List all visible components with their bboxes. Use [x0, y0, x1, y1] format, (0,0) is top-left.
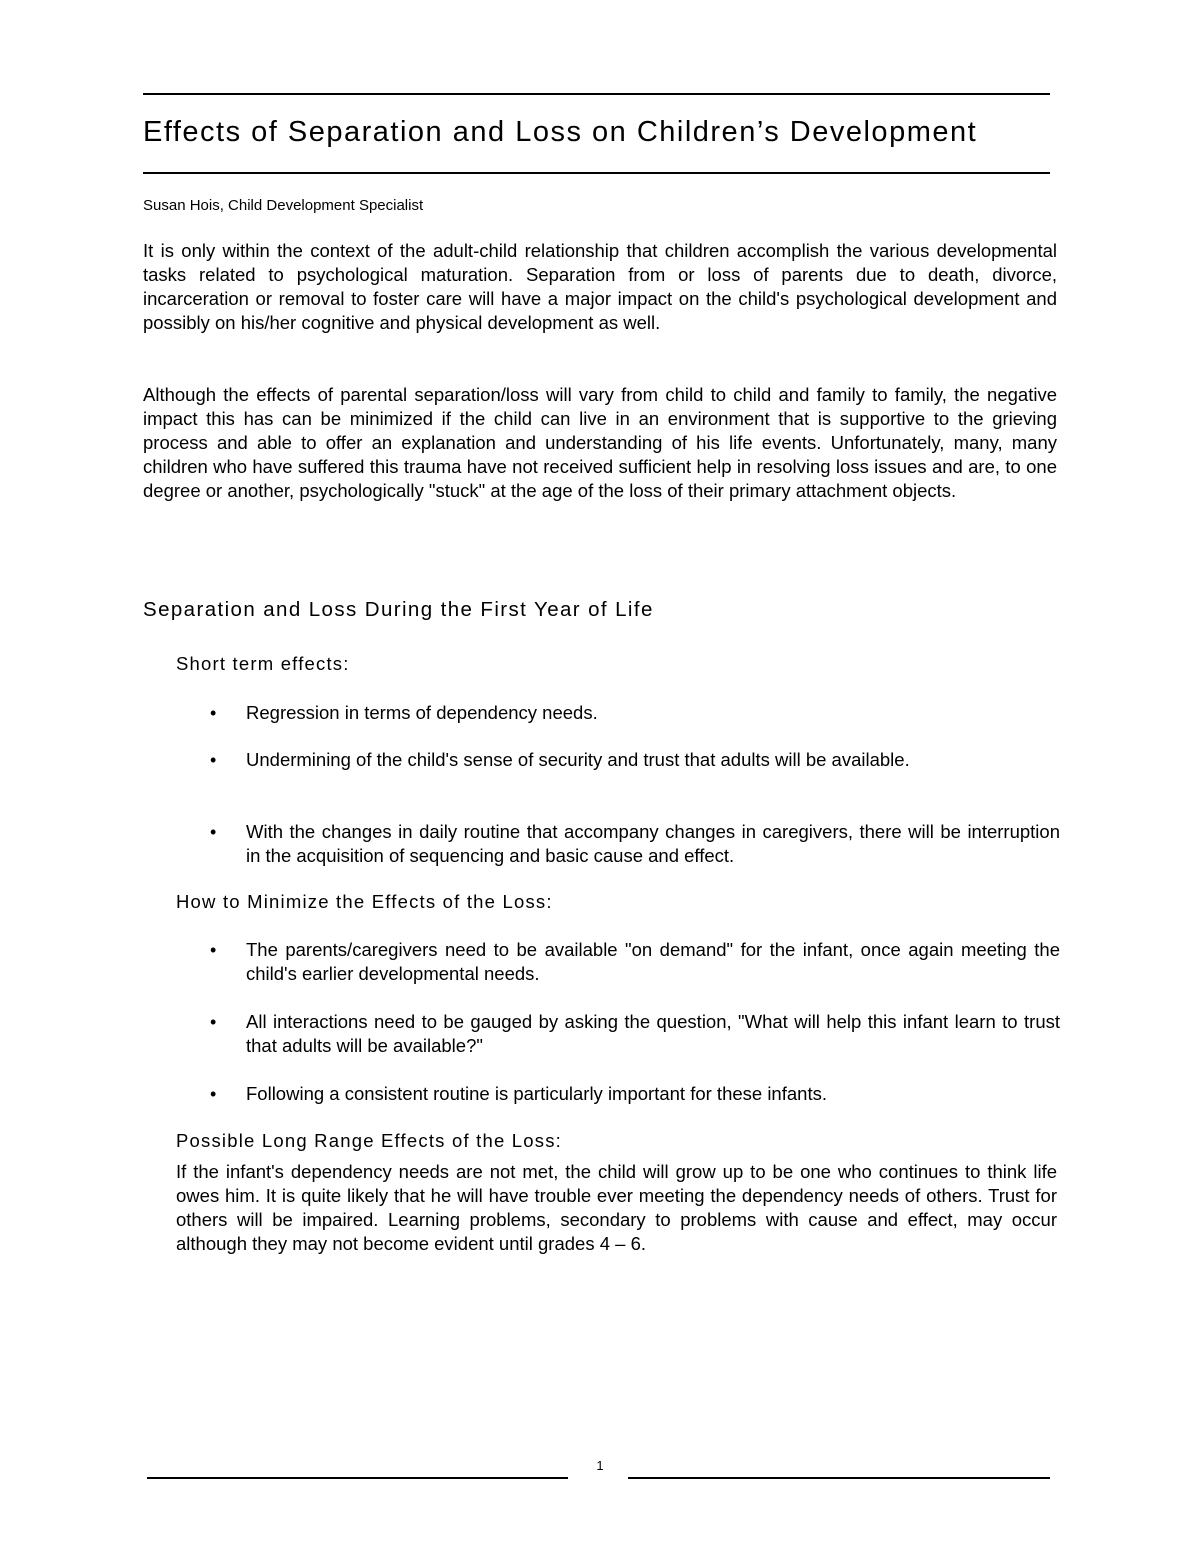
bullet-text: The parents/caregivers need to be available "on demand" for the infant, once again meeting the child's earlier developmental needs. [246, 939, 1060, 984]
long-range-subheading: Possible Long Range Effects of the Loss: [176, 1130, 563, 1151]
author-line: Susan Hois, Child Development Specialist [143, 197, 424, 214]
short-term-item-1 [210, 701, 1060, 725]
bullet-icon: • [210, 822, 217, 842]
bullet-icon: • [210, 1084, 217, 1104]
short-term-subheading: Short term effects: [176, 653, 350, 674]
bullet-icon: • [210, 703, 217, 723]
document-title: Effects of Separation and Loss on Children’s Development [143, 116, 978, 148]
page-number: 1 [596, 1458, 604, 1473]
bullet-icon: • [210, 750, 217, 770]
long-range-paragraph: If the infant's dependency needs are not met, the child will grow up to be one who continues to think life owes him. It is quite likely that he will have trouble ever meeting the dependency needs of others. Trust for others will be impaired. Learning problems, secondary to problems with cause and effect, may occur although they may not become evident until grades 4 – 6. [176, 1161, 1057, 1254]
header-rule-bottom [143, 172, 1050, 174]
minimize-item-3 [210, 1082, 1060, 1106]
bullet-icon: • [210, 1012, 217, 1032]
intro-paragraph-2: Although the effects of parental separation/loss will vary from child to child and family to family, the negative impact this has can be minimized if the child can live in an environment that is supportive to the grieving process and able to offer an explanation and understanding of his life events. Unfortunately, many, many children who have suffered this trauma have not received sufficient help in resolving loss issues and are, to one degree or another, psychologically "stuck" at the age of the loss of their primary attachment objects. [143, 384, 1057, 501]
section-heading: Separation and Loss During the First Year of Life [143, 598, 654, 621]
short-term-item-3 [210, 820, 1060, 868]
bullet-text: All interactions need to be gauged by asking the question, "What will help this infant learn to trust that adults will be available?" [246, 1011, 1060, 1056]
bullet-text: Regression in terms of dependency needs. [246, 702, 598, 723]
footer-rule-right [628, 1477, 1050, 1479]
minimize-item-1 [210, 938, 1060, 986]
minimize-item-2 [210, 1010, 1060, 1058]
short-term-item-2 [210, 748, 1060, 772]
bullet-icon: • [210, 940, 217, 960]
bullet-text: Undermining of the child's sense of security and trust that adults will be available. [246, 749, 910, 770]
minimize-subheading: How to Minimize the Effects of the Loss: [176, 891, 553, 912]
bullet-text: Following a consistent routine is particularly important for these infants. [246, 1083, 827, 1104]
footer-rule-left [147, 1477, 568, 1479]
bullet-text: With the changes in daily routine that accompany changes in caregivers, there will be interruption in the acquisition of sequencing and basic cause and effect. [246, 821, 1060, 866]
intro-paragraph-1: It is only within the context of the adult-child relationship that children accomplish the various developmental tasks related to psychological maturation. Separation from or loss of parents due to death, divorce, incarceration or removal to foster care will have a major impact on the child's psychological development and possibly on his/her cognitive and physical development as well. [143, 240, 1057, 333]
header-rule-top [143, 93, 1050, 95]
